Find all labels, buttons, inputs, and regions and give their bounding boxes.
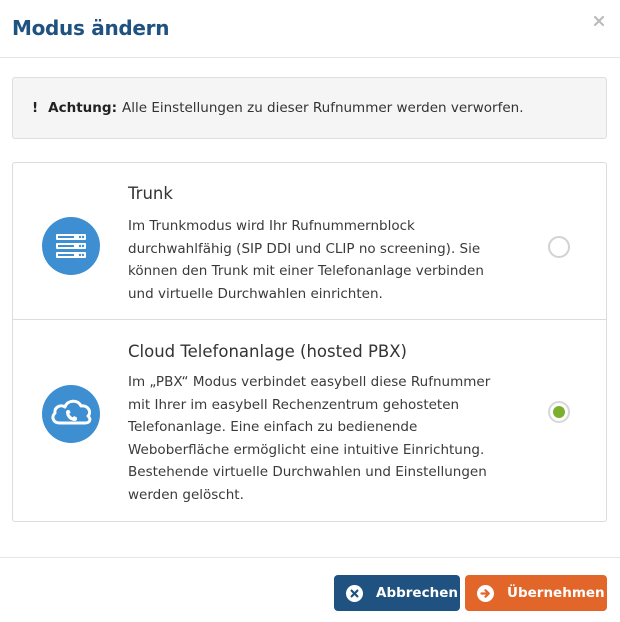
cancel-circle-icon xyxy=(346,585,363,602)
alert-heading: Achtung: xyxy=(48,100,117,116)
option-trunk-radio[interactable] xyxy=(548,236,570,258)
description-line: und virtuelle Durchwahlen einrichten. xyxy=(128,285,383,302)
cloud-phone-icon xyxy=(42,385,100,443)
description-line: Weboberfläche ermöglicht eine intuitive Einrichtung. xyxy=(128,441,485,458)
arrow-right-circle-icon xyxy=(477,585,494,602)
option-trunk-title: Trunk xyxy=(128,184,173,203)
description-line: Im „PBX“ Modus verbindet easybell diese Rufnummer xyxy=(128,374,491,390)
description-line: durchwahlfähig (SIP DDI und CLIP no screening). Sie xyxy=(128,240,481,257)
alert-message: Alle Einstellungen zu dieser Rufnummer werden verworfen. xyxy=(121,100,524,116)
description-line: Bestehende virtuelle Durchwahlen und Einstellungen xyxy=(128,464,487,480)
dialog-header xyxy=(0,0,620,58)
option-trunk-description xyxy=(128,215,503,305)
option-pbx-radio[interactable] xyxy=(548,401,570,423)
description-line: Telefonanlage. Eine einfach zu bedienende xyxy=(128,419,418,435)
apply-button-label: Übernehmen xyxy=(507,585,605,601)
option-pbx-description xyxy=(128,371,503,506)
apply-button[interactable] xyxy=(465,575,607,611)
server-icon xyxy=(42,217,100,275)
close-icon[interactable] xyxy=(592,13,606,27)
option-hosted-pbx[interactable] xyxy=(13,320,606,521)
mode-options xyxy=(12,162,607,522)
description-line: Im Trunkmodus wird Ihr Rufnummernblock xyxy=(128,218,415,234)
warning-alert xyxy=(12,77,607,139)
description-line: können den Trunk mit einer Telefonanlage verbinden xyxy=(128,263,484,279)
dialog-footer xyxy=(0,557,620,622)
description-line: mit Ihrer im easybell Rechenzentrum gehosteten xyxy=(128,396,460,413)
option-pbx-title: Cloud Telefonanlage (hosted PBX) xyxy=(128,342,407,361)
cancel-button-label: Abbrechen xyxy=(376,585,458,601)
cancel-button[interactable] xyxy=(334,575,460,611)
radio-selected-dot xyxy=(553,406,565,418)
description-line: werden gelöscht. xyxy=(128,486,244,503)
option-trunk[interactable] xyxy=(13,163,606,320)
dialog-title: Modus ändern xyxy=(12,16,170,40)
exclamation-icon: ! xyxy=(32,100,39,116)
